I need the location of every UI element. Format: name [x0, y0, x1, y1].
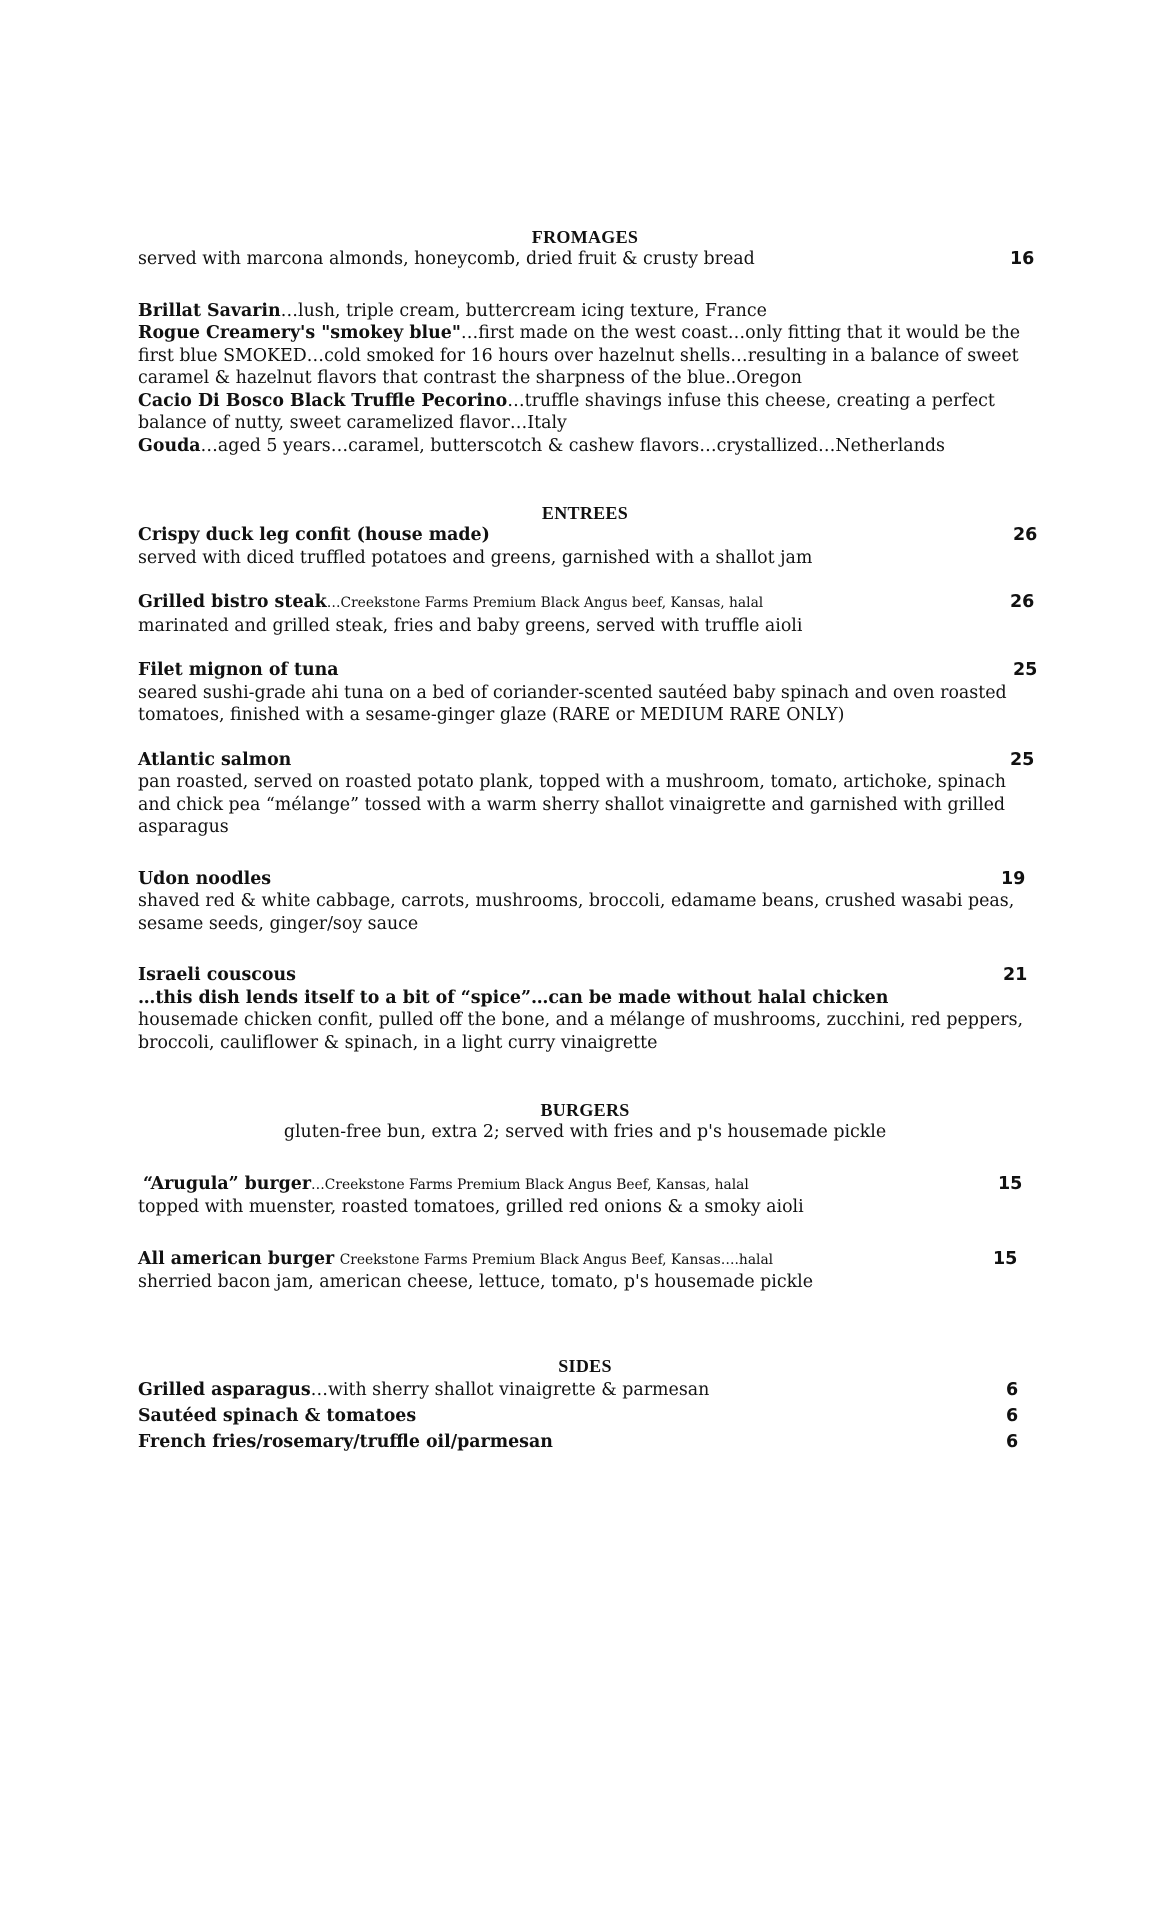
entree-desc: seared sushi-grade ahi tuna on a bed of coriander-scented sautéed baby spinach and oven roasted tomatoes, finished with a sesame-ginger glaze (RARE or MEDIUM RARE ONLY) [138, 682, 1007, 725]
side-item [138, 1377, 1032, 1403]
burger-price: 15 [998, 1173, 1023, 1194]
fromages-price: 16 [1010, 249, 1035, 269]
entree-note: …Creekstone Farms Premium Black Angus beef, Kansas, halal [326, 595, 764, 611]
burger-note: …Creekstone Farms Premium Black Angus Beef, Kansas, halal [311, 1176, 749, 1193]
entree-desc: shaved red & white cabbage, carrots, mushrooms, broccoli, edamame beans, crushed wasabi peas, sesame seeds, ginger/soy sauce [138, 891, 1015, 934]
burgers-intro: gluten-free bun, extra 2; served with fries and p's housemade pickle [283, 1122, 887, 1142]
side-desc: …with sherry shallot vinaigrette & parmesan [310, 1379, 710, 1400]
section-heading-burgers: BURGERS [540, 1100, 630, 1120]
section-heading-sides: SIDES [558, 1355, 612, 1376]
entree-subtitle: …this dish lends itself to a bit of “spice”…can be made without halal chicken [138, 987, 889, 1008]
entree-item [138, 591, 1035, 637]
cheese-item [138, 390, 1032, 435]
entree-name: Udon noodles [138, 868, 272, 889]
burger-desc: sherried bacon jam, american cheese, lettuce, tomato, p's housemade pickle [138, 1272, 813, 1292]
cheese-name: Brillat Savarin [138, 300, 281, 321]
side-item [138, 1403, 1032, 1429]
entree-item [138, 749, 1035, 839]
fromages-intro-row [138, 248, 1035, 271]
cheese-item [138, 435, 1032, 458]
cheese-desc: …first made on the west coast…only fitting that it would be the first blue SMOKED…cold smoked for 16 hours over hazelnut shells…resulting in a balance of sweet caramel & hazelnut flavors that contrast the sharpness of the blue..Oregon [138, 323, 1021, 388]
cheese-item [138, 322, 1032, 390]
section-heading-fromages: FROMAGES [531, 227, 639, 247]
entree-item [138, 868, 1032, 936]
burger-name: “Arugula” burger [143, 1173, 311, 1194]
entree-desc: housemade chicken confit, pulled off the bone, and a mélange of mushrooms, zucchini, red peppers, broccoli, cauliflower & spinach, in a light curry vinaigrette [138, 1010, 1024, 1053]
side-name: Grilled asparagus [138, 1379, 311, 1400]
entree-item [138, 524, 1038, 569]
side-name: Sautéed spinach & tomatoes [138, 1405, 417, 1426]
cheese-desc: …truffle shavings infuse this cheese, creating a perfect balance of nutty, sweet caramelized flavor…Italy [138, 390, 995, 433]
burger-item [138, 1248, 1032, 1294]
entree-desc: pan roasted, served on roasted potato plank, topped with a mushroom, tomato, artichoke, spinach and chick pea “mélange” tossed with a warm sherry shallot vinaigrette and garnished with grilled asparagus [138, 772, 1006, 837]
side-name: French fries/rosemary/truffle oil/parmesan [138, 1431, 553, 1452]
burger-desc: topped with muenster, roasted tomatoes, grilled red onions & a smoky aioli [138, 1197, 804, 1217]
section-heading-entrees: ENTREES [541, 503, 629, 523]
cheese-item [138, 300, 1032, 323]
menu-page [138, 226, 1038, 1455]
cheese-name: Gouda [138, 435, 201, 456]
cheese-name: Cacio Di Bosco Black Truffle Pecorino [138, 390, 508, 411]
fromages-intro: served with marcona almonds, honeycomb, dried fruit & crusty bread [138, 249, 755, 269]
entree-price: 25 [1010, 749, 1035, 770]
side-price: 6 [1006, 1379, 1019, 1400]
burger-price: 15 [993, 1248, 1018, 1269]
cheese-name: Rogue Creamery's "smokey blue" [138, 323, 461, 343]
entree-price: 21 [1003, 965, 1028, 985]
entree-price: 19 [1001, 868, 1026, 889]
entree-item [138, 659, 1038, 727]
side-price: 6 [1006, 1405, 1019, 1426]
entree-name: Israeli couscous [138, 965, 296, 985]
side-price: 6 [1006, 1431, 1019, 1452]
entree-price: 25 [1013, 660, 1038, 680]
burger-item [138, 1173, 1032, 1219]
cheese-desc: …aged 5 years…caramel, butterscotch & cashew flavors…crystallized…Netherlands [200, 435, 945, 456]
entree-name: Filet mignon of tuna [138, 660, 339, 680]
burger-name: All american burger [138, 1248, 335, 1269]
entree-name: Grilled bistro steak [138, 592, 327, 612]
burger-note: Creekstone Farms Premium Black Angus Beef, Kansas….halal [339, 1251, 774, 1268]
entree-price: 26 [1010, 592, 1035, 612]
entree-desc: served with diced truffled potatoes and greens, garnished with a shallot jam [138, 547, 813, 568]
entree-name: Atlantic salmon [138, 749, 292, 770]
entree-item [138, 964, 1032, 1054]
cheese-desc: …lush, triple cream, buttercream icing texture, France [280, 300, 767, 321]
entree-desc: marinated and grilled steak, fries and baby greens, served with truffle aioli [138, 615, 803, 636]
entree-name: Crispy duck leg confit (house made) [138, 525, 490, 545]
side-item [138, 1429, 1032, 1455]
entree-price: 26 [1013, 525, 1038, 545]
